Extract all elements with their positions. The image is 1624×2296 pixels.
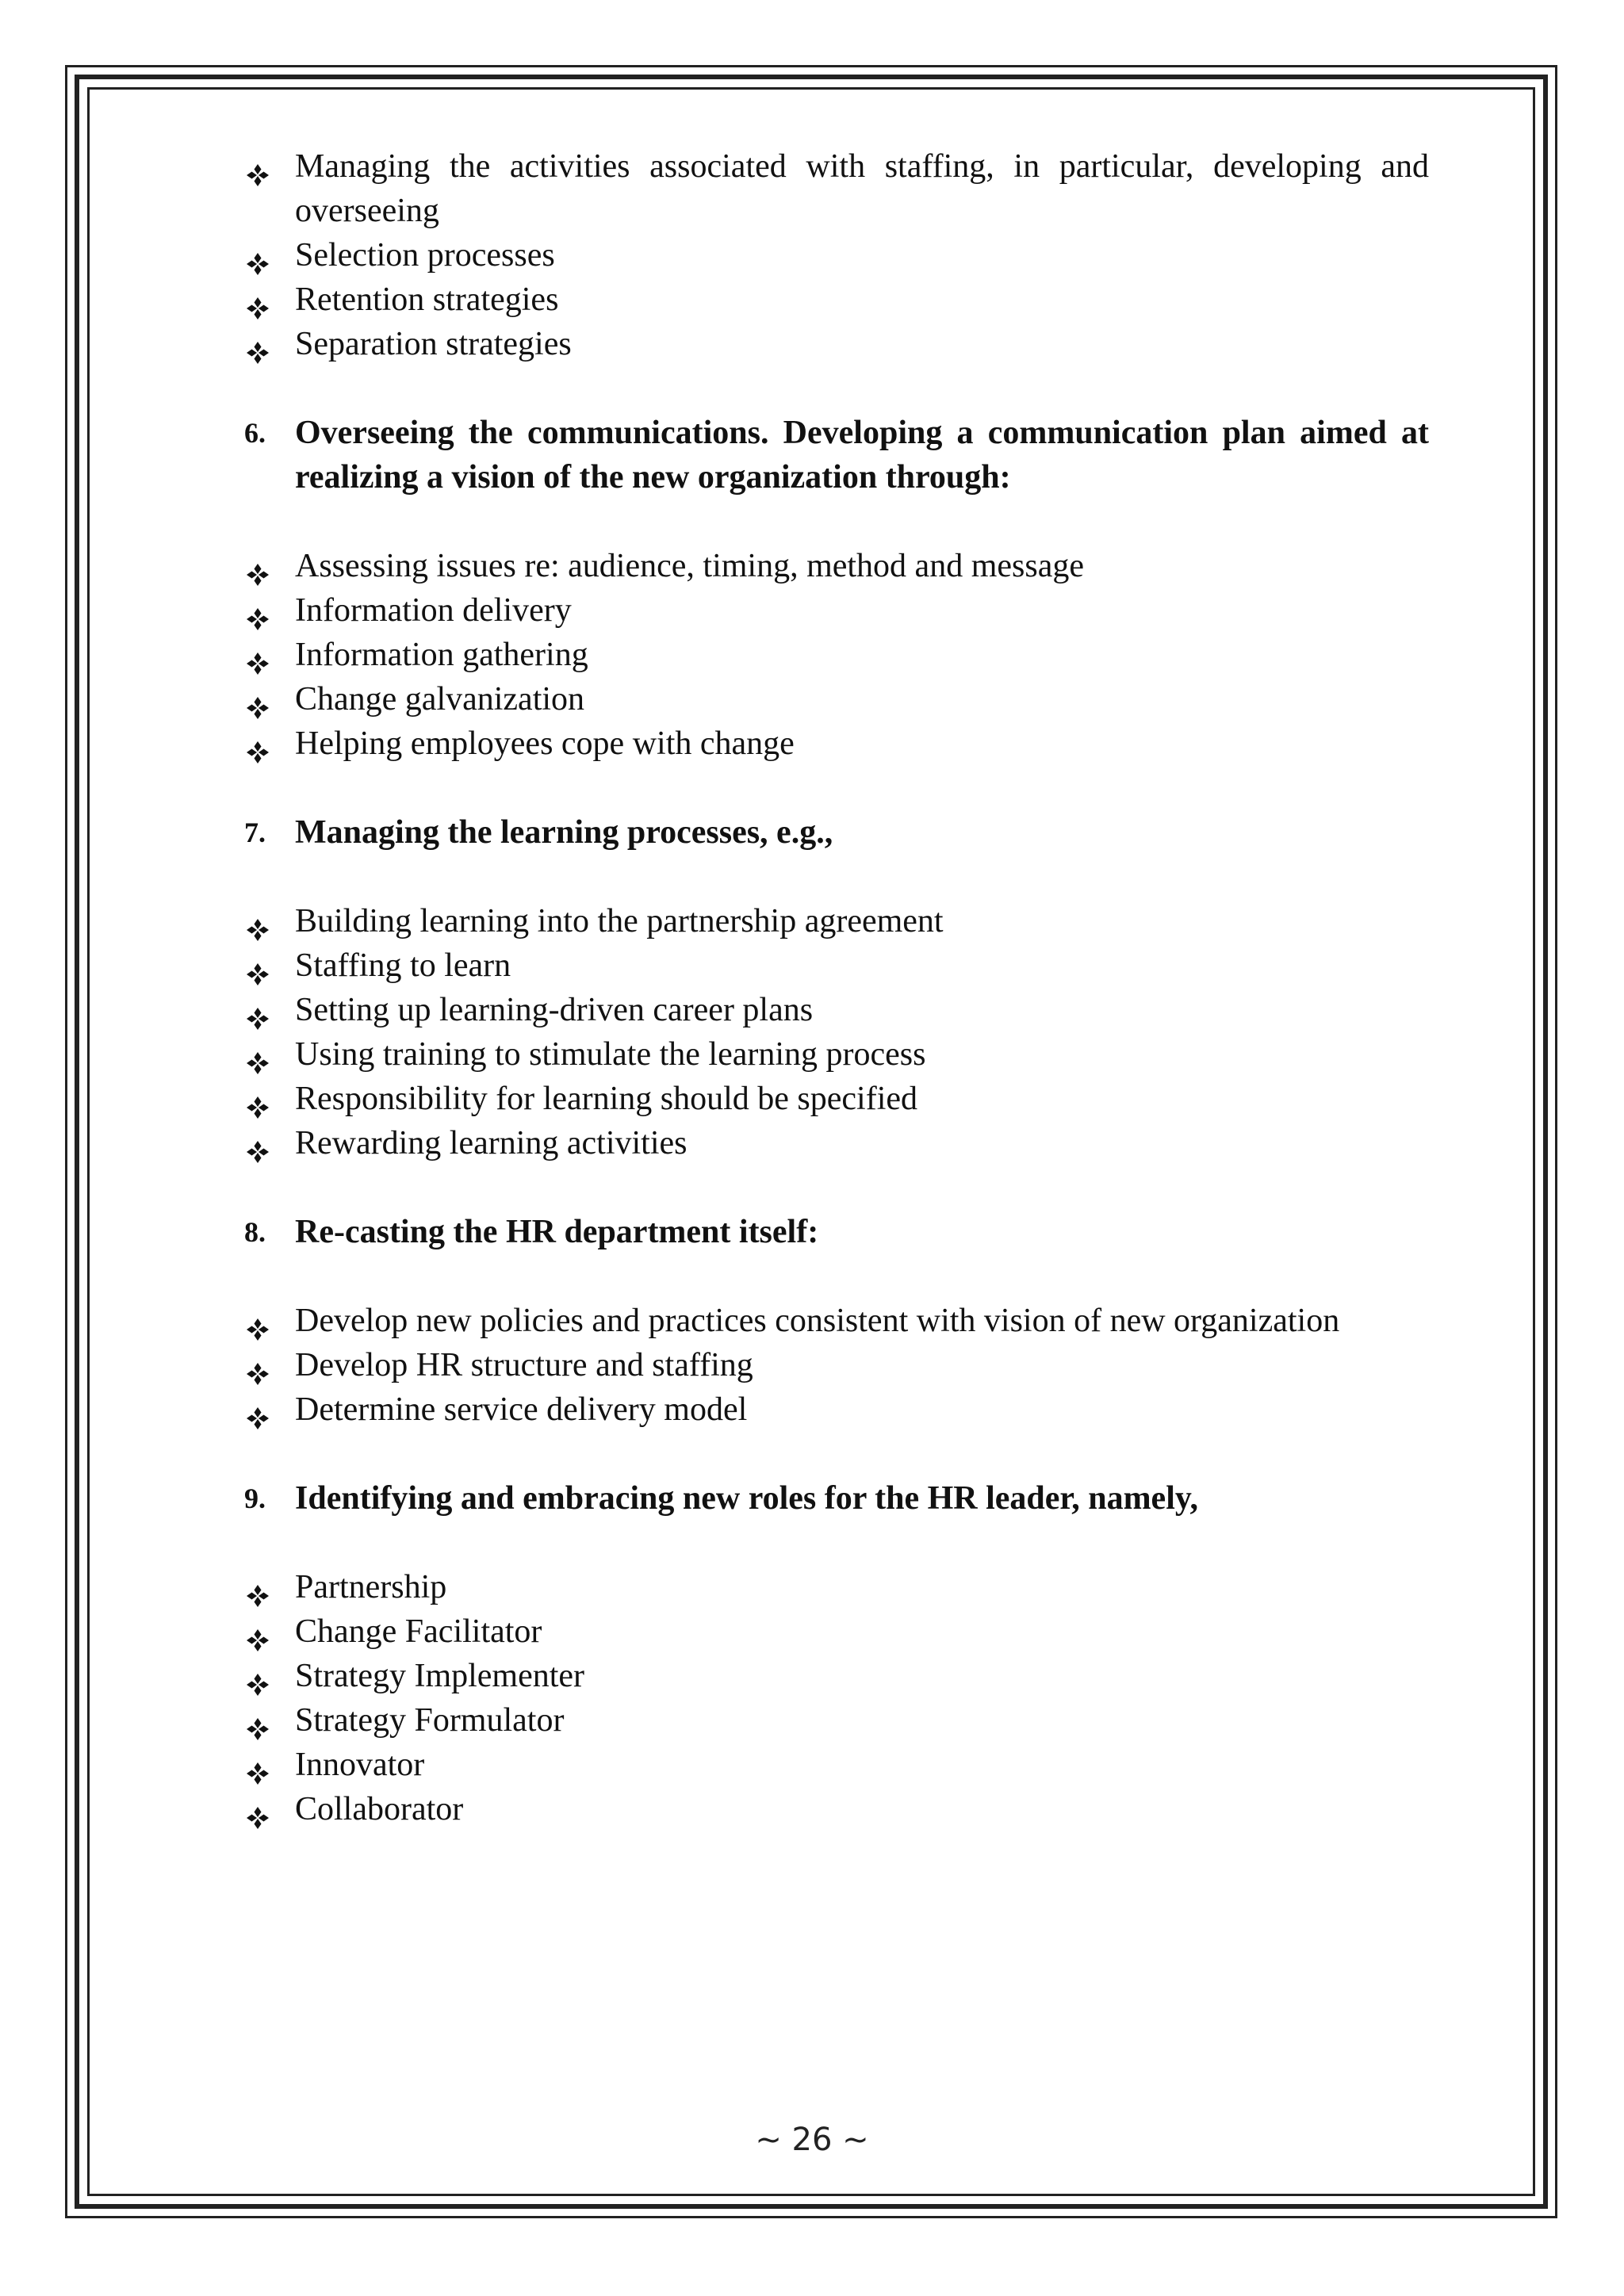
list-item-text: Information gathering — [295, 637, 588, 673]
list-item-text: Innovator — [295, 1747, 425, 1783]
four-diamond-bullet-icon — [246, 909, 270, 933]
list-item-text: Retention strategies — [295, 281, 559, 318]
list-item — [243, 677, 1429, 721]
section-heading — [243, 1210, 1429, 1254]
four-diamond-bullet-icon — [246, 732, 270, 756]
page-content — [243, 144, 1429, 1831]
list-item-text: Develop HR structure and staffing — [295, 1347, 753, 1383]
list-item — [243, 1565, 1429, 1609]
four-diamond-bullet-icon — [246, 288, 270, 312]
list-item — [243, 322, 1429, 366]
list-item — [243, 1343, 1429, 1387]
list-item — [243, 1743, 1429, 1787]
list-item-text: Strategy Formulator — [295, 1702, 565, 1739]
four-diamond-bullet-icon — [246, 1797, 270, 1821]
list-item — [243, 943, 1429, 988]
section-bullet-list — [243, 1565, 1429, 1831]
section-number: 6. — [244, 417, 266, 449]
list-item — [243, 899, 1429, 943]
list-item-text: Information delivery — [295, 592, 572, 629]
top-bullet-list — [243, 144, 1429, 366]
list-item-text: Determine service delivery model — [295, 1391, 748, 1428]
list-item — [243, 144, 1429, 233]
list-item-text: Staffing to learn — [295, 947, 511, 984]
section-heading — [243, 1476, 1429, 1521]
list-item-text: Building learning into the partnership agreement — [295, 903, 944, 939]
list-item-text: Change galvanization — [295, 681, 585, 718]
four-diamond-bullet-icon — [246, 243, 270, 267]
four-diamond-bullet-icon — [246, 954, 270, 978]
section-heading-text: Overseeing the communications. Developing a communication plan aimed at realizing a vision of the new organization through: — [295, 415, 1429, 496]
list-item-text: Helping employees cope with change — [295, 725, 795, 762]
list-item-text: Change Facilitator — [295, 1613, 542, 1650]
list-item — [243, 1609, 1429, 1654]
list-item — [243, 544, 1429, 588]
list-item — [243, 233, 1429, 277]
list-item — [243, 1032, 1429, 1077]
list-item — [243, 588, 1429, 633]
list-item — [243, 1787, 1429, 1831]
four-diamond-bullet-icon — [246, 998, 270, 1022]
list-item — [243, 1387, 1429, 1432]
section-bullet-list — [243, 544, 1429, 766]
list-item — [243, 1299, 1429, 1343]
list-item-text: Partnership — [295, 1569, 447, 1605]
section-heading — [243, 810, 1429, 855]
list-item — [243, 721, 1429, 766]
section-bullet-list — [243, 899, 1429, 1165]
section-number: 9. — [244, 1483, 266, 1514]
section-number: 7. — [244, 817, 266, 848]
section-heading — [243, 411, 1429, 499]
list-item-text: Using training to stimulate the learning process — [295, 1036, 926, 1073]
list-item — [243, 1121, 1429, 1165]
list-item — [243, 1698, 1429, 1743]
four-diamond-bullet-icon — [246, 1087, 270, 1111]
list-item-text: Strategy Implementer — [295, 1658, 585, 1694]
section-number: 8. — [244, 1216, 266, 1248]
four-diamond-bullet-icon — [246, 687, 270, 711]
list-item-text: Selection processes — [295, 237, 555, 274]
list-item — [243, 633, 1429, 677]
four-diamond-bullet-icon — [246, 1575, 270, 1599]
four-diamond-bullet-icon — [246, 1131, 270, 1155]
four-diamond-bullet-icon — [246, 332, 270, 356]
list-item-text: Develop new policies and practices consistent with vision of new organization — [295, 1303, 1340, 1339]
list-item — [243, 1077, 1429, 1121]
list-item-text: Managing the activities associated with staffing, in particular, developing and overseeing — [295, 148, 1429, 229]
page-number: ~ 26 ~ — [755, 2122, 869, 2158]
section-heading-text: Re-casting the HR department itself: — [295, 1214, 819, 1250]
four-diamond-bullet-icon — [246, 1309, 270, 1333]
list-item-text: Separation strategies — [295, 326, 572, 362]
list-item-text: Rewarding learning activities — [295, 1125, 688, 1161]
list-item-text: Responsibility for learning should be specified — [295, 1081, 918, 1117]
four-diamond-bullet-icon — [246, 1398, 270, 1422]
four-diamond-bullet-icon — [246, 155, 270, 178]
list-item — [243, 988, 1429, 1032]
section-bullet-list — [243, 1299, 1429, 1432]
four-diamond-bullet-icon — [246, 1043, 270, 1066]
list-item-text: Collaborator — [295, 1791, 464, 1827]
four-diamond-bullet-icon — [246, 554, 270, 578]
four-diamond-bullet-icon — [246, 1753, 270, 1777]
four-diamond-bullet-icon — [246, 1664, 270, 1688]
list-item — [243, 1654, 1429, 1698]
four-diamond-bullet-icon — [246, 1709, 270, 1732]
four-diamond-bullet-icon — [246, 643, 270, 667]
four-diamond-bullet-icon — [246, 1620, 270, 1644]
section-heading-text: Managing the learning processes, e.g., — [295, 814, 833, 851]
section-heading-text: Identifying and embracing new roles for the HR leader, namely, — [295, 1480, 1199, 1517]
list-item — [243, 277, 1429, 322]
list-item-text: Setting up learning-driven career plans — [295, 992, 814, 1028]
four-diamond-bullet-icon — [246, 1353, 270, 1377]
sections-container — [243, 366, 1429, 1831]
list-item-text: Assessing issues re: audience, timing, method and message — [295, 548, 1084, 584]
four-diamond-bullet-icon — [246, 599, 270, 622]
